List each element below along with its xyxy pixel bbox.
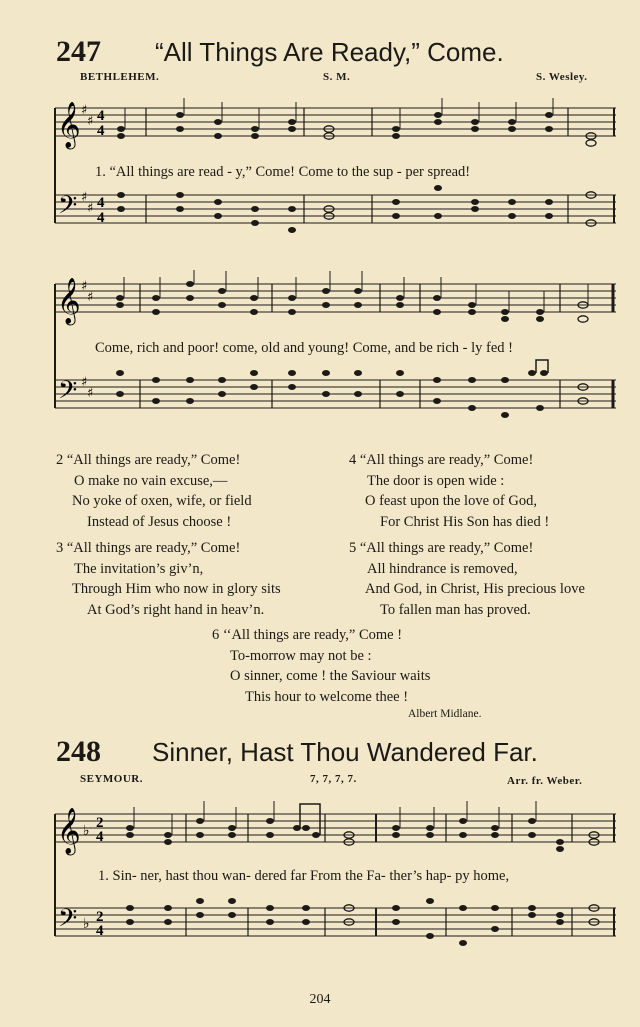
svg-text:♯: ♯ (87, 114, 94, 129)
svg-text:♯: ♯ (81, 375, 88, 390)
bass-clef-icon: 𝄢 (58, 191, 78, 226)
lyric-line-2: Come, rich and poor! come, old and young! Come, and be rich - ly fed ! (95, 340, 513, 356)
svg-text:4: 4 (97, 210, 105, 226)
eighth-beam (300, 804, 320, 835)
lyric-line-1: 1. “All things are read - y,” Come! Come to the sup - per spread! (95, 164, 471, 180)
hymn-title-247: “All Things Are Ready,” Come. (155, 37, 504, 67)
composer-247: S. Wesley. (536, 71, 588, 83)
bass-clef-icon: 𝄢 (58, 904, 78, 939)
author-247: Albert Midlane. (408, 708, 482, 720)
svg-text:2: 2 (96, 909, 104, 925)
svg-text:♭: ♭ (83, 823, 90, 839)
page-number: 204 (309, 992, 331, 1007)
svg-text:♯: ♯ (81, 279, 88, 294)
svg-text:4: 4 (96, 829, 104, 845)
tune-name-247: BETHLEHEM. (80, 71, 160, 83)
svg-text:4: 4 (96, 923, 104, 939)
meter-247: S. M. (323, 71, 351, 83)
treble-clef-icon: 𝄞 (57, 808, 81, 854)
key-signature-flat (83, 823, 90, 932)
svg-text:2: 2 (96, 815, 104, 831)
svg-text:♯: ♯ (87, 290, 94, 305)
hymn-number-248: 248 (56, 735, 101, 768)
key-signature-sharps (81, 103, 93, 216)
treble-notes (117, 112, 553, 139)
treble-staff-lines (55, 108, 616, 136)
hymn-title-248: Sinner, Hast Thou Wandered Far. (152, 737, 538, 767)
lyric-line-3: 1. Sin- ner, hast thou wan- dered far From the Fa- ther’s hap- py home, (98, 868, 510, 884)
svg-text:♯: ♯ (81, 190, 88, 205)
meter-248: 7, 7, 7, 7. (310, 773, 357, 785)
svg-text:♯: ♯ (81, 103, 88, 118)
tune-name-248: SEYMOUR. (80, 773, 143, 785)
bass-staff-lines (55, 195, 616, 223)
svg-text:♯: ♯ (87, 386, 94, 401)
composer-248: Arr. fr. Weber. (507, 775, 583, 787)
verse-5: 5 “All things are ready,” Come! All hindrance is removed, And God, in Christ, His precious love To fallen man has proved. (349, 540, 585, 618)
svg-text:♭: ♭ (83, 916, 90, 932)
svg-text:4: 4 (97, 195, 105, 211)
verse-4: 4 “All things are ready,” Come! The door is open wide : O feast upon the love of God, For Christ His Son has died ! (349, 452, 550, 530)
svg-text:♯: ♯ (87, 201, 94, 216)
verse-6: 6 ‘‘All things are ready,” Come ! To-morrow may not be : O sinner, come ! the Saviour waits This hour to welcome thee ! (212, 627, 431, 705)
key-signature-sharps (81, 279, 93, 401)
svg-text:4: 4 (97, 123, 105, 139)
verse-2: 2 “All things are ready,” Come! O make no vain excuse,— No yoke of oxen, wife, or field Instead of Jesus choose ! (56, 452, 252, 530)
hymn-number-247: 247 (56, 35, 101, 68)
svg-text:4: 4 (97, 108, 105, 124)
bass-clef-icon: 𝄢 (58, 376, 78, 411)
treble-clef-icon: 𝄞 (57, 102, 81, 148)
treble-clef-icon: 𝄞 (57, 278, 81, 324)
verse-3: 3 “All things are ready,” Come! The invitation’s giv’n, Through Him who now in glory sits At God’s right hand in heav’n. (56, 540, 281, 618)
note-stems (125, 98, 553, 129)
